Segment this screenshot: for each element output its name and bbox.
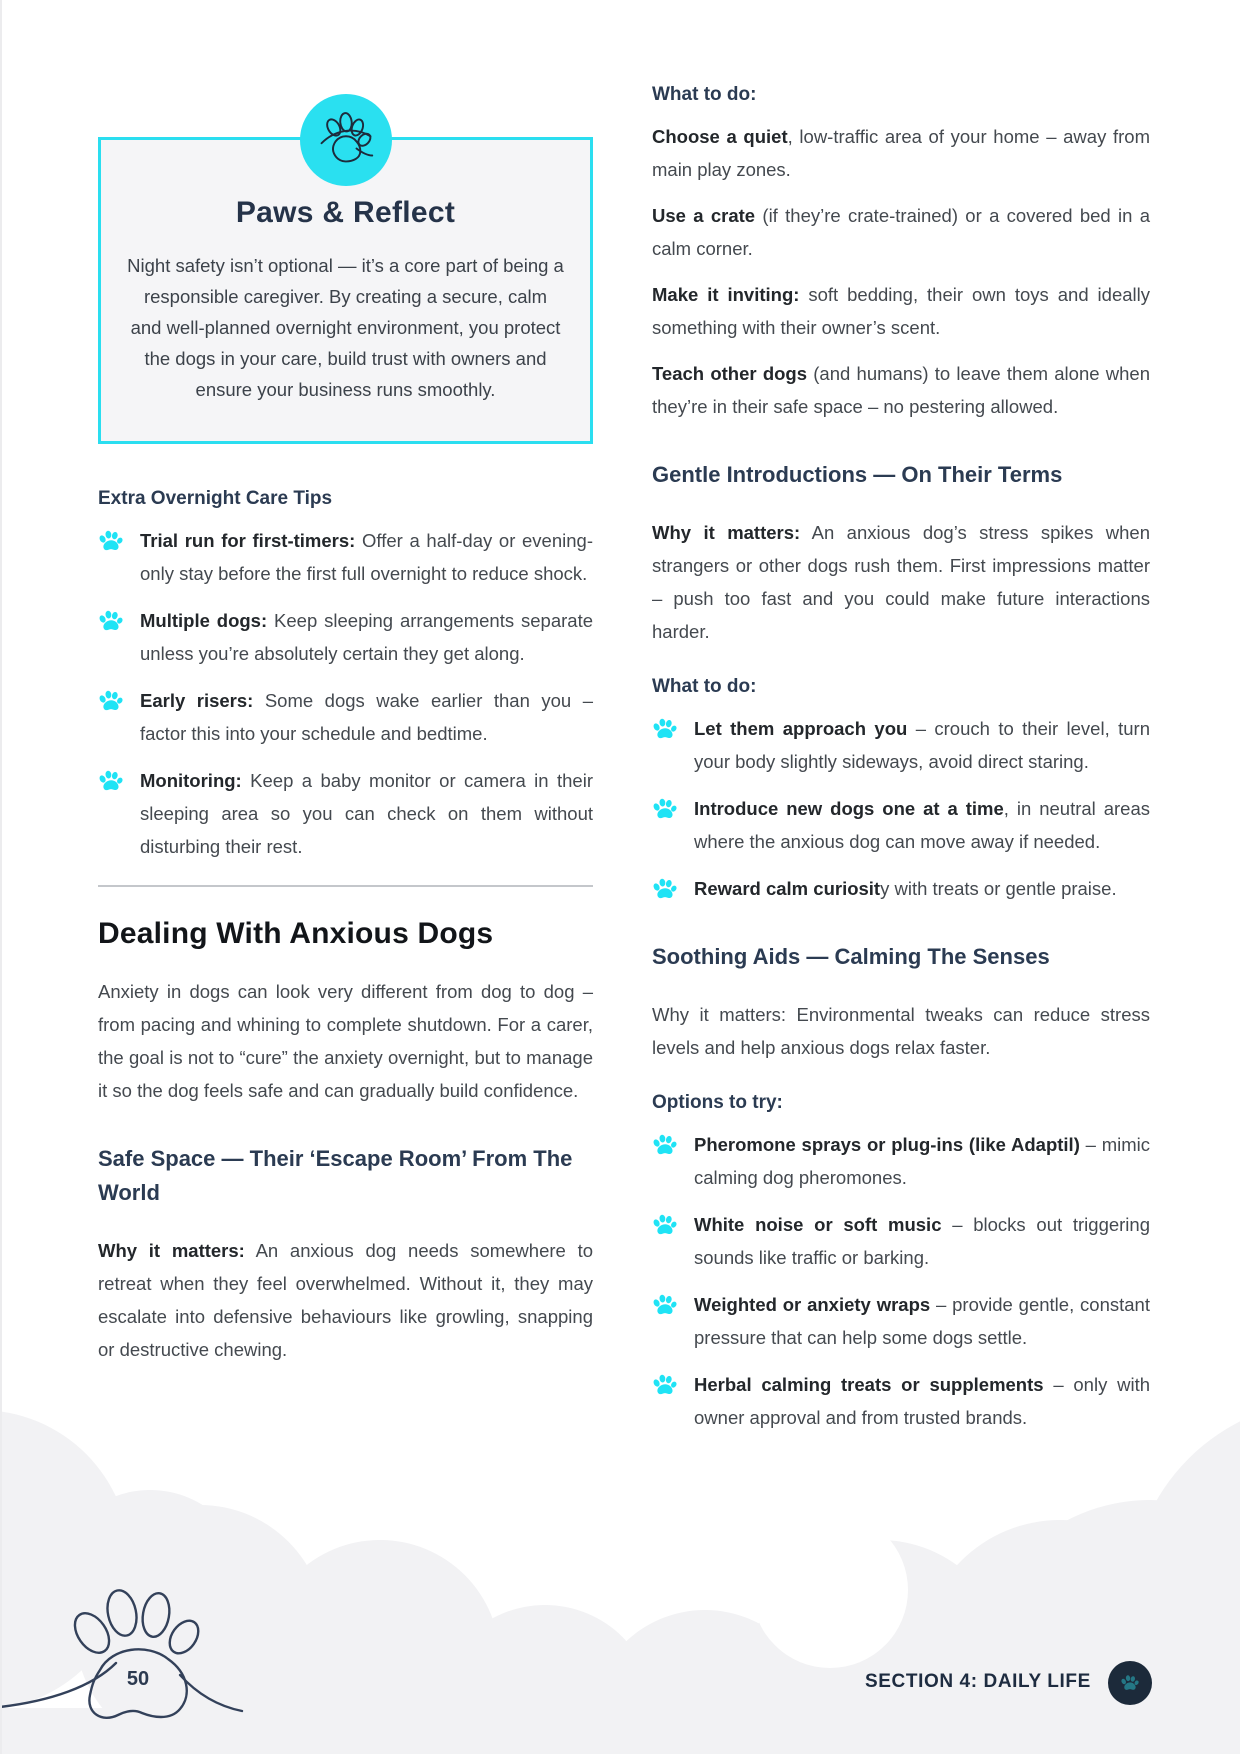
paragraph-rest: (and humans) to leave them alone when they’re in their safe space – no pestering allowed. xyxy=(652,363,1150,417)
list-item-rest: Keep sleeping arrangements separate unless you’re absolutely certain they get along. xyxy=(140,610,593,664)
list-item-lead: Weighted or anxiety wraps xyxy=(694,1294,931,1315)
list-item xyxy=(652,712,1150,778)
paragraph-rest: An anxious dog’s stress spikes when strangers or other dogs rush them. First impressions matter – push too fast and you could make future interactions harder. xyxy=(652,522,1150,642)
list-item-rest: , in neutral areas where the anxious dog can move away if needed. xyxy=(694,798,1150,852)
paragraph xyxy=(98,1234,593,1366)
paw-bullet-icon xyxy=(652,717,678,741)
list-item-text xyxy=(694,1128,1150,1194)
paw-bullet-icon xyxy=(652,1293,678,1317)
list-item xyxy=(98,524,593,590)
list-item-text xyxy=(140,524,593,590)
paragraph-lead: Why it matters: xyxy=(652,522,801,543)
list-item-rest: Keep a baby monitor or camera in their sleeping area so you can check on them without disturbing their rest. xyxy=(140,770,593,857)
section-divider xyxy=(98,885,593,887)
tips-list xyxy=(98,524,593,863)
paw-bullet-icon xyxy=(98,529,124,553)
list-item xyxy=(652,792,1150,858)
list-item-lead: Reward calm curiosit xyxy=(694,878,881,899)
gentle-list xyxy=(652,712,1150,905)
paragraph-lead: Choose a quiet xyxy=(652,126,788,147)
list-item xyxy=(652,1128,1150,1194)
list-item-rest: – only with owner approval and from trusted brands. xyxy=(694,1374,1150,1428)
paw-bullet-icon xyxy=(652,1213,678,1237)
paw-badge-icon xyxy=(1120,1674,1140,1692)
list-item xyxy=(98,764,593,863)
paragraph-rest: soft bedding, their own toys and ideally something with their owner’s scent. xyxy=(652,284,1150,338)
paragraph-rest: An anxious dog needs somewhere to retreat when they feel overwhelmed. Without it, they may escalate into defensive behaviours like growling, snapping or destructive chewing. xyxy=(98,1240,593,1360)
list-item-text xyxy=(140,764,593,863)
paragraph-rest: (if they’re crate-trained) or a covered bed in a calm corner. xyxy=(652,205,1150,259)
list-item-text xyxy=(694,1208,1150,1274)
list-item-rest: – crouch to their level, turn your body slightly sideways, avoid direct staring. xyxy=(694,718,1151,772)
list-item xyxy=(652,872,1150,905)
paragraph xyxy=(652,516,1150,648)
list-item-lead: Trial run for first-timers: xyxy=(140,530,356,551)
paw-bullet-icon xyxy=(98,769,124,793)
list-item-lead: Multiple dogs: xyxy=(140,610,268,631)
paw-bullet-icon xyxy=(98,689,124,713)
page-title: Dealing With Anxious Dogs xyxy=(98,917,494,950)
list-item-lead: Pheromone sprays or plug-ins (like Adaptil) xyxy=(694,1134,1080,1155)
list-item xyxy=(98,684,593,750)
paw-bullet-icon xyxy=(652,1373,678,1397)
paw-bullet-icon xyxy=(652,1133,678,1157)
tips-heading: Extra Overnight Care Tips xyxy=(98,488,333,509)
what-to-do-heading: What to do: xyxy=(652,84,757,105)
paragraph-lead: Use a crate xyxy=(652,205,756,226)
list-item-rest: Offer a half-day or evening-only stay before the first full overnight to reduce shock. xyxy=(140,530,593,584)
footer-badge xyxy=(1108,1661,1152,1705)
paragraph-rest: , low-traffic area of your home – away from main play zones. xyxy=(652,126,1150,180)
list-item-lead: Early risers: xyxy=(140,690,254,711)
list-item-text xyxy=(694,1368,1150,1434)
callout-box xyxy=(98,137,593,444)
list-item-text xyxy=(694,1288,1150,1354)
list-item-lead: Introduce new dogs one at a time xyxy=(694,798,1004,819)
what-to-do-heading: What to do: xyxy=(652,676,757,697)
list-item-rest: – provide gentle, constant pressure that can help some dogs settle. xyxy=(694,1294,1150,1348)
list-item xyxy=(652,1288,1150,1354)
right-column xyxy=(652,84,1150,1448)
list-item xyxy=(98,604,593,670)
footer-paw-line-art xyxy=(0,1575,280,1745)
paragraph xyxy=(652,199,1150,265)
page-edge-line xyxy=(0,0,2,1754)
paragraph: Why it matters: Environmental tweaks can reduce stress levels and help anxious dogs relax faster. xyxy=(652,1004,1150,1058)
list-item-rest: – blocks out triggering sounds like traffic or barking. xyxy=(694,1214,1150,1268)
paw-bullet-icon xyxy=(98,609,124,633)
paragraph: Anxiety in dogs can look very different from dog to dog – from pacing and whining to complete shutdown. For a carer, the goal is not to “cure” the anxiety overnight, but to manage it so the dog feels safe and can gradually build confidence. xyxy=(98,981,593,1101)
list-item-lead: Let them approach you xyxy=(694,718,908,739)
section-heading-soothing-aids: Soothing Aids — Calming The Senses xyxy=(652,944,1050,969)
list-item-text xyxy=(694,792,1150,858)
section-label: SECTION 4: DAILY LIFE xyxy=(865,1671,1091,1692)
paw-line-icon xyxy=(318,110,374,171)
list-item-lead: White noise or soft music xyxy=(694,1214,942,1235)
list-item-text xyxy=(140,684,593,750)
paragraph xyxy=(652,120,1150,186)
paragraph xyxy=(652,278,1150,344)
callout-body: Night safety isn’t optional — it’s a core part of being a responsible caregiver. By creating a secure, calm and well-planned overnight environment, you protect the dogs in your care, build trust with owners and ensure your business runs smoothly. xyxy=(127,255,564,400)
list-item-rest: y with treats or gentle praise. xyxy=(880,878,1117,899)
paragraph-lead: Make it inviting: xyxy=(652,284,800,305)
left-column xyxy=(98,95,593,1366)
paragraph xyxy=(652,357,1150,423)
page-number: 50 xyxy=(126,1668,150,1690)
paragraph-lead: Teach other dogs xyxy=(652,363,808,384)
list-item-text xyxy=(140,604,593,670)
section-heading-safe-space: Safe Space — Their ‘Escape Room’ From The World xyxy=(98,1146,573,1205)
options-to-try-heading: Options to try: xyxy=(652,1092,783,1113)
callout-title: Paws & Reflect xyxy=(235,196,456,229)
section-heading-gentle-introductions: Gentle Introductions — On Their Terms xyxy=(652,462,1063,487)
list-item-text xyxy=(694,872,1117,905)
list-item xyxy=(652,1368,1150,1434)
paw-bullet-icon xyxy=(652,797,678,821)
list-item-rest: – mimic calming dog pheromones. xyxy=(694,1134,1150,1188)
list-item-rest: Some dogs wake earlier than you – factor this into your schedule and bedtime. xyxy=(140,690,593,744)
options-list xyxy=(652,1128,1150,1434)
list-item-lead: Herbal calming treats or supplements xyxy=(694,1374,1044,1395)
paw-circle-badge xyxy=(300,94,392,186)
list-item-lead: Monitoring: xyxy=(140,770,242,791)
list-item xyxy=(652,1208,1150,1274)
list-item-text xyxy=(694,712,1150,778)
paragraph-lead: Why it matters: xyxy=(98,1240,245,1261)
paw-bullet-icon xyxy=(652,877,678,901)
